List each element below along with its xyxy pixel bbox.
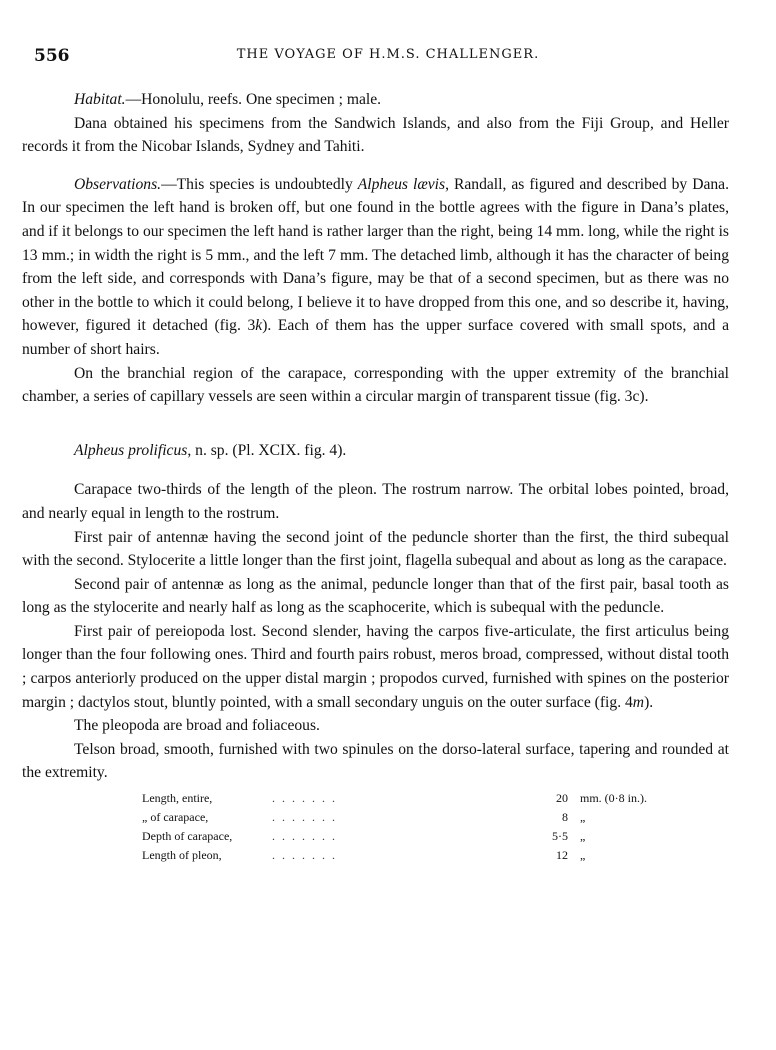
dana-paragraph: Dana obtained his specimens from the Sandwich Islands, and also from the Fiji Group, and Heller records it from the Nicobar Islands, Sydney and Tahiti. <box>22 114 729 156</box>
species-reference: Alpheus lævis <box>357 175 446 193</box>
measurement-value: 20 <box>556 791 568 806</box>
measurements-table <box>22 789 729 865</box>
measurement-label: Length of pleon, <box>142 848 222 863</box>
measurement-unit: „ <box>580 829 586 844</box>
measurement-unit: „ <box>580 848 586 863</box>
pereiopoda-text: First pair of pereiopoda lost. Second slender, having the carpos five-articulate, the first articulus being longer than the four following ones. Third and fourth pairs robust, meros broad, compressed, without distal tooth ; carpos anteriorly produced on the upper distal margin ; propodos curved, furnished with spines on the posterior margin ; dactylos stout, bluntly pointed, with a small secondary unguis on the outer surface (fig. 4 <box>22 622 729 711</box>
measurement-value: 12 <box>556 848 568 863</box>
observations-text-cont: , Randall, as figured and described by Dana. In our specimen the left hand is broken off, but one found in the bottle agrees with the figure in Dana’s plates, and if it belongs to our specimen the left hand is rather larger than the right, being 14 mm. long, while the right is 13 mm.; in width the right is 5 mm., and the left 7 mm. The detached limb, although it has the character of being from the left side, and corresponds with Dana’s figure, may be that of a second specimen, but as there was no other in the bottle to which it could belong, I believe it to have dropped from this one, and so describe it, having, however, figured it detached (fig. 3 <box>22 175 730 335</box>
pereiopoda-text-end: ). <box>644 693 654 711</box>
measurement-label: Depth of carapace, <box>142 829 233 844</box>
measurement-value: 8 <box>562 810 568 825</box>
habitat-label: Habitat. <box>74 91 126 108</box>
observations-label: Observations. <box>74 175 162 193</box>
pereiopoda-paragraph <box>22 620 729 714</box>
measurement-row <box>22 827 729 846</box>
measurement-value: 5·5 <box>552 829 568 844</box>
measurement-label: „ of carapace, <box>142 810 209 825</box>
branchial-paragraph: On the branchial region of the carapace, corresponding with the upper extremity of the branchial chamber, a series of capillary vessels are seen within a circular margin of transparent tissue (fig. 3c). <box>22 364 729 406</box>
antennae1-paragraph: First pair of antennæ having the second joint of the peduncle shorter than the first, the third subequal with the second. Stylocerite a little longer than the first joint, flagella subequal and about as long as the carapace. <box>22 528 729 570</box>
page-number: 556 <box>34 46 70 66</box>
leader-dots: . . . . . . . <box>272 791 337 806</box>
figure-reference: k <box>255 317 263 335</box>
observations-text-end: ). Each of them has the upper surface covered with small spots, and a number of short hairs. <box>22 317 729 358</box>
measurement-row <box>22 789 729 808</box>
antennae2-paragraph: Second pair of antennæ as long as the animal, peduncle longer than that of the first pair, basal tooth as long as the stylocerite and nearly half as long as the scaphocerite, which is subequal with the peduncle. <box>22 575 729 617</box>
measurement-unit: „ <box>580 810 586 825</box>
measurement-unit: mm. (0·8 in.). <box>580 791 647 806</box>
leader-dots: . . . . . . . <box>272 829 337 844</box>
page-body <box>22 88 729 865</box>
species-heading-rest: , n. sp. (Pl. XCIX. fig. 4). <box>187 441 347 459</box>
species-name: Alpheus prolificus <box>74 441 188 459</box>
running-title: THE VOYAGE OF H.M.S. CHALLENGER. <box>236 47 540 62</box>
page-header <box>0 46 776 70</box>
carapace-paragraph: Carapace two-thirds of the length of the pleon. The rostrum narrow. The orbital lobes pointed, broad, and nearly equal in length to the rostrum. <box>22 481 729 522</box>
measurement-row <box>22 846 729 865</box>
observations-paragraph <box>22 173 729 362</box>
leader-dots: . . . . . . . <box>272 810 337 825</box>
measurement-row <box>22 808 729 827</box>
pleopoda-paragraph: The pleopoda are broad and foliaceous. <box>74 717 320 735</box>
leader-dots: . . . . . . . <box>272 848 337 863</box>
species-heading <box>22 439 729 463</box>
measurement-label: Length, entire, <box>142 791 213 806</box>
habitat-text: —Honolulu, reefs. One specimen ; male. <box>125 91 382 108</box>
habitat-paragraph <box>22 88 729 112</box>
telson-paragraph: Telson broad, smooth, furnished with two spinules on the dorso-lateral surface, tapering and rounded at the extremity. <box>22 740 729 782</box>
observations-text: —This species is undoubtedly <box>161 175 358 193</box>
pereiopoda-figure-reference: m <box>632 693 645 711</box>
